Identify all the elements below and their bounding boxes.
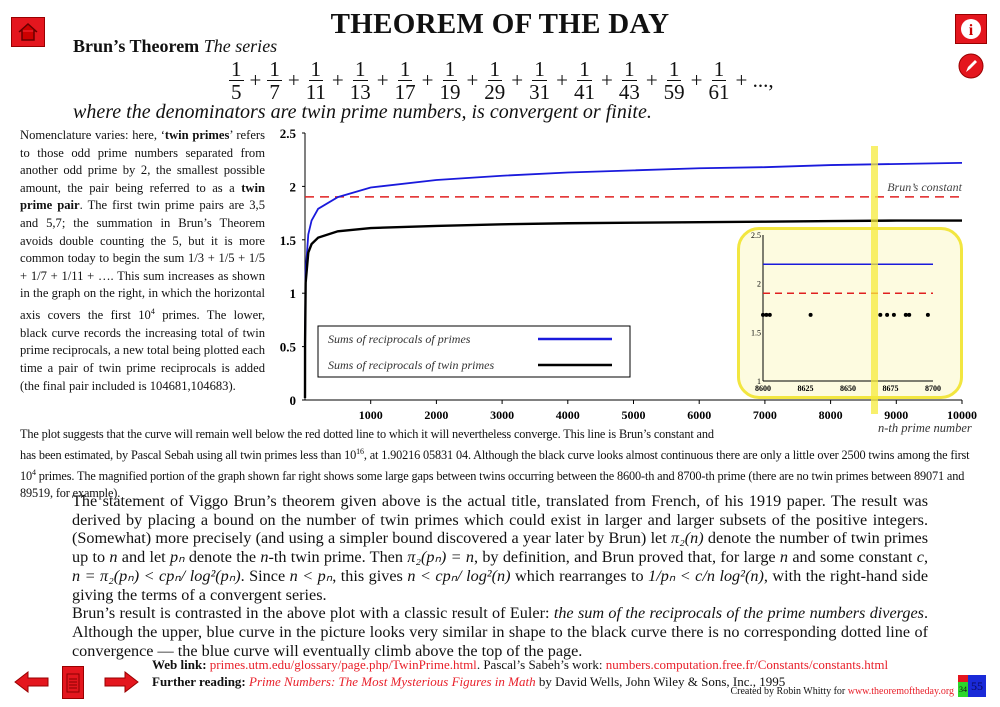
web-link[interactable]: primes.utm.edu/glossary/page.php/TwinPrime.html <box>209 657 477 672</box>
page-title: THEOREM OF THE DAY <box>330 8 670 40</box>
numerator: 1 <box>668 57 680 81</box>
main-paragraph <box>72 492 928 660</box>
text: The plot suggests that the curve will remain well below the red dotted line to which it will nevertheless converge. This line is Brun’s constant and <box>20 427 714 441</box>
text: -th twin prime. Then <box>268 548 408 567</box>
plus-sign: + <box>466 68 479 92</box>
x-tick-label: 6000 <box>687 408 712 422</box>
theorem-name: Brun’s Theorem <box>73 36 200 56</box>
fraction <box>439 58 460 103</box>
badge-a: 34 <box>958 682 968 697</box>
book-icon <box>66 673 80 693</box>
twin-prime-point <box>809 313 813 317</box>
highlight-band <box>871 146 878 414</box>
plus-sign: + <box>331 68 344 92</box>
text: and let <box>117 548 170 567</box>
text: primes. The lower, black curve records the increasing total of twin prime reciprocals, a new total being plotted each time a pair of twin prime reciprocals is added (the final pair included is 104681,104683). <box>20 308 265 393</box>
x-tick-label: 3000 <box>490 408 515 422</box>
plus-sign: + <box>690 68 703 92</box>
plus-sign: + <box>249 68 262 92</box>
numerator: 1 <box>534 57 545 81</box>
x-tick-label: 4000 <box>555 408 580 422</box>
denominator: 61 <box>708 80 730 104</box>
plus-sign: + <box>511 68 524 92</box>
math: π₂(pₙ) = n <box>407 548 474 567</box>
x-axis-label-text: n-th prime number <box>878 421 972 435</box>
fraction <box>664 58 685 103</box>
math: c <box>916 548 924 567</box>
inset-x-tick-label: 8675 <box>882 384 899 393</box>
series-ellipsis: + ..., <box>735 68 774 92</box>
nomenclature-paragraph <box>20 127 265 395</box>
twin-prime-point <box>892 313 896 317</box>
denominator: 31 <box>529 80 551 104</box>
inset-chart <box>737 227 963 399</box>
math: n < pₙ <box>289 566 333 585</box>
denominator: 11 <box>305 80 326 104</box>
inset-x-tick-label: 8600 <box>755 384 771 393</box>
plus-sign: + <box>376 68 389 92</box>
y-tick-label: 2 <box>289 179 296 195</box>
term-twin-prime-pair: twin prime pair <box>20 180 265 213</box>
denominator: 29 <box>484 80 506 104</box>
numerator: 1 <box>231 57 242 81</box>
web-link-line <box>152 656 888 673</box>
plus-sign: + <box>421 68 434 92</box>
euler-result: the sum of the reciprocals of the prime numbers diverges <box>553 604 924 623</box>
twin-prime-point <box>878 313 882 317</box>
x-tick-label: 5000 <box>621 408 646 422</box>
text: which rearranges to <box>510 566 649 585</box>
text: . Pascal’s Sabeh’s work: <box>476 657 606 672</box>
numerator: 1 <box>399 57 411 81</box>
math: n = π₂(pₙ) < cpₙ/ log²(pₙ) <box>72 566 241 585</box>
index-button[interactable] <box>62 666 84 699</box>
text: and some constant <box>788 548 917 567</box>
text: , with the right-hand side giving the terms of a convergent series. <box>72 566 929 604</box>
brun-constant-label: Brun’s constant <box>887 179 962 194</box>
numerator: 1 <box>624 57 635 81</box>
fraction <box>350 58 371 103</box>
y-tick-label: 1 <box>289 286 296 302</box>
date-badge <box>958 675 986 697</box>
credit <box>730 686 954 697</box>
plus-sign: + <box>556 68 568 92</box>
fraction <box>619 58 640 103</box>
x-tick-label: 1000 <box>358 408 383 422</box>
exponent: 16 <box>356 447 364 456</box>
numerator: 1 <box>489 57 501 81</box>
text: , <box>923 548 928 567</box>
exponent: 4 <box>150 306 155 316</box>
fraction <box>529 58 550 103</box>
plot-explanation <box>20 426 982 502</box>
fraction <box>484 58 505 103</box>
text: . Although the upper, blue curve in the picture looks very similar in shape to the black curve there is no corresponding dotted line of convergence — the blue curve will eventually climb above the top of the page. <box>72 604 928 660</box>
x-tick-label: 2000 <box>424 408 449 422</box>
inset-y-tick-label: 1 <box>757 377 761 386</box>
math: n <box>109 548 118 567</box>
text: primes. The magnified portion of the graph shown far right shows some large gaps between twins occurring between the 8600-th and 8700-th prime (there are no twin primes between 89071 and 89519, for example). <box>20 469 965 501</box>
plus-sign: + <box>600 68 613 92</box>
arrow-right-icon <box>105 672 138 692</box>
series-formula <box>226 58 777 103</box>
twin-prime-point <box>907 313 911 317</box>
further-reading-label: Further reading: <box>152 674 246 689</box>
prev-button[interactable] <box>14 671 50 693</box>
text: denote the number of twin primes up to <box>72 529 928 567</box>
x-tick-label: 7000 <box>752 408 777 422</box>
credit-text: Created by Robin Whitty for <box>730 686 848 697</box>
denominator: 13 <box>349 80 371 104</box>
text: Brun’s result is contrasted in the above plot with a classic result of Euler: <box>72 604 554 623</box>
math: n < cpₙ/ log²(n) <box>407 566 511 585</box>
twin-prime-point <box>885 313 889 317</box>
sebah-link[interactable]: numbers.computation.free.fr/Constants/constants.html <box>605 657 889 672</box>
denominator: 17 <box>394 80 416 104</box>
x-tick-label: 8000 <box>818 408 843 422</box>
numerator: 1 <box>310 57 322 81</box>
term-twin-primes: twin primes <box>164 128 230 142</box>
svg-text:i: i <box>968 22 974 39</box>
y-tick-label: 1.5 <box>279 232 296 248</box>
arrow-left-icon <box>15 672 48 692</box>
y-tick-label: 0.5 <box>279 339 296 355</box>
math: 1/pₙ < c/n log²(n) <box>648 566 764 585</box>
numerator: 1 <box>269 57 280 81</box>
text: , at 1.90216 05831 04. Although the black curve looks almost continuous there are only a little over 2500 twins among the first 10 <box>20 448 970 484</box>
inset-x-tick-label: 8625 <box>797 384 814 393</box>
math: pₙ <box>169 548 185 567</box>
math: n <box>779 548 789 567</box>
edit-button[interactable] <box>958 53 984 79</box>
inset-y-tick-label: 2.5 <box>751 231 761 240</box>
denominator: 5 <box>231 80 242 104</box>
plus-sign: + <box>287 68 300 92</box>
book-title[interactable]: Prime Numbers: The Most Mysterious Figures in Math <box>249 674 536 689</box>
x-tick-label: 9000 <box>884 408 909 422</box>
denominator: 7 <box>269 80 280 104</box>
text: has been estimated, by Pascal Sebah using all twin primes less than 10 <box>20 448 357 463</box>
text: The statement of Viggo Brun’s theorem given above is the actual title, translated from French, of his 1919 paper. The result was derived by placing a bound on the number of twin primes which could exist in larger and larger subsets of the positive integers. (Somewhat) more precisely (and using a simpler bound discovered a year later by Brun) let <box>72 492 928 548</box>
text: ’ refers to those odd prime numbers separated from another odd prime by 2, the smallest possible amount, the pair being referred to as a <box>20 128 266 195</box>
denominator: 41 <box>573 80 595 104</box>
series-tail: where the denominators are twin prime numbers, is convergent or finite. <box>73 101 652 123</box>
exponent: 4 <box>32 468 36 478</box>
inset-y-tick-label: 2 <box>757 279 761 289</box>
theorem-intro: The series <box>203 36 278 56</box>
legend-label: Sums of reciprocals of twin primes <box>328 358 495 372</box>
fraction <box>709 58 730 103</box>
next-button[interactable] <box>103 671 139 693</box>
site-link[interactable]: www.theoremoftheday.org <box>847 686 954 697</box>
web-link-label: Web link: <box>152 657 207 672</box>
denominator: 59 <box>663 80 685 104</box>
denominator: 19 <box>439 80 461 104</box>
fraction <box>306 58 326 103</box>
badge-b: 55 <box>968 675 986 697</box>
y-tick-label: 0 <box>289 393 296 408</box>
text: . Since <box>240 566 290 585</box>
fraction <box>395 58 416 103</box>
inset-x-tick-label: 8700 <box>925 384 941 393</box>
x-tick-label: 10000 <box>947 408 977 422</box>
fraction <box>574 58 595 103</box>
numerator: 1 <box>355 57 366 81</box>
links-section <box>152 656 888 690</box>
numerator: 1 <box>444 57 456 81</box>
numerator: 1 <box>713 57 725 81</box>
text: , by definition, and Brun proved that, for large <box>473 548 780 567</box>
text: denote the <box>184 548 261 567</box>
text: by David Wells, John Wiley & Sons, Inc., 1995 <box>535 674 786 689</box>
math: π₂(n) <box>671 529 704 548</box>
inset-y-tick-label: 1.5 <box>751 328 761 338</box>
text: , this gives <box>332 566 408 585</box>
denominator: 43 <box>618 80 640 104</box>
theorem-heading <box>73 36 277 57</box>
text: . The first twin prime pairs are 3,5 and 5,7; the summation in Brun’s Theorem avoids double counting the 5, but it is more common today to begin the sum 1/3 + 1/5 + 1/5 + 1/7 + 1/11 + …. This sum increases as shown in the graph on the right, in which the horizontal axis covers the first 10 <box>20 198 266 323</box>
y-tick-label: 2.5 <box>279 126 296 141</box>
plus-sign: + <box>645 68 658 92</box>
legend-label: Sums of reciprocals of primes <box>328 332 471 346</box>
text: Nomenclature varies: here, ‘ <box>20 128 165 142</box>
twin-prime-point <box>768 313 772 317</box>
numerator: 1 <box>579 57 590 81</box>
math: n <box>260 548 269 567</box>
fraction <box>229 58 244 103</box>
inset-x-tick-label: 8650 <box>840 384 856 393</box>
twin-prime-point <box>926 313 930 317</box>
fraction <box>267 58 282 103</box>
pencil-icon <box>958 53 984 79</box>
